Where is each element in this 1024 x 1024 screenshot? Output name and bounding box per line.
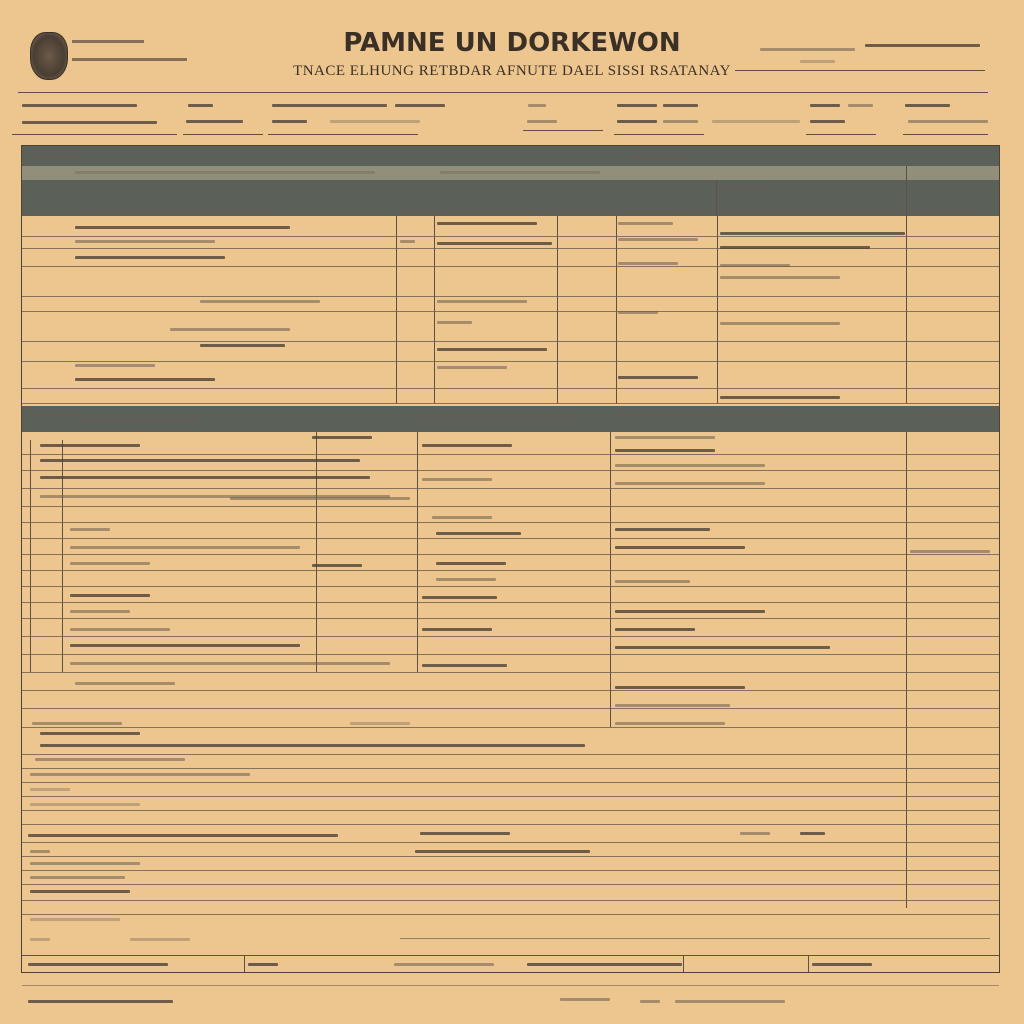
- section-1-body: [0, 216, 1024, 406]
- header-left-text-2: [72, 58, 187, 61]
- header-right-text-3: [800, 60, 835, 63]
- footer-text-left: [28, 1000, 173, 1003]
- header-right-text-2: [760, 48, 855, 51]
- header-right-rule: [735, 70, 985, 71]
- section-2-body: [0, 432, 1024, 732]
- document-title: PAMNE UN DORKEWON: [343, 28, 681, 58]
- footer-divider: [22, 985, 999, 986]
- document-subtitle: TNACE ELHUNG RETBDAR AFNUTE DAEL SISSI RSATANAY: [293, 63, 731, 79]
- footer-text-right: [675, 1000, 785, 1003]
- footer-text-mid-2: [640, 1000, 660, 1003]
- field-row: [0, 98, 1024, 138]
- lower-section: [0, 728, 1024, 973]
- table-footer-row: [22, 955, 999, 972]
- header-right-text: [865, 44, 980, 47]
- header-divider: [18, 92, 988, 93]
- table-header-band: [22, 146, 999, 166]
- footer-text-mid: [560, 998, 610, 1001]
